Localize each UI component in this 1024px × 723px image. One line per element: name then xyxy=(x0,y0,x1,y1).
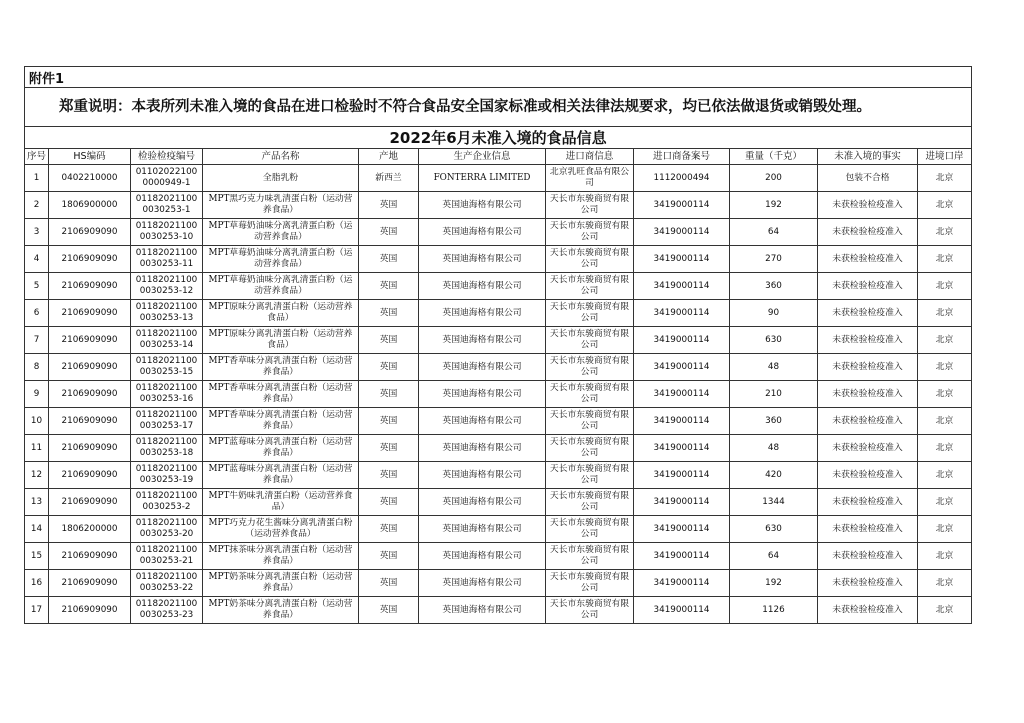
producer-info: 英国迪海格有限公司 xyxy=(419,381,546,408)
importer-record-number: 3419000114 xyxy=(634,489,730,516)
rejection-reason: 未获检验检疫准入 xyxy=(818,192,918,219)
importer-info: 天长市东骏商贸有限公司 xyxy=(546,381,634,408)
importer-info: 天长市东骏商贸有限公司 xyxy=(546,408,634,435)
table-row xyxy=(25,165,972,192)
origin-country: 英国 xyxy=(359,597,419,624)
table-row xyxy=(25,543,972,570)
hs-code: 2106909090 xyxy=(49,246,131,273)
producer-info: 英国迪海格有限公司 xyxy=(419,462,546,489)
column-header: 进口商信息 xyxy=(546,149,634,165)
rejection-reason: 未获检验检疫准入 xyxy=(818,300,918,327)
row-number: 1 xyxy=(25,165,49,192)
hs-code: 2106909090 xyxy=(49,597,131,624)
entry-port: 北京 xyxy=(918,462,972,489)
origin-country: 英国 xyxy=(359,408,419,435)
product-name: MPT原味分离乳清蛋白粉（运动营养食品） xyxy=(203,300,359,327)
importer-info: 天长市东骏商贸有限公司 xyxy=(546,489,634,516)
hs-code: 1806900000 xyxy=(49,192,131,219)
column-header: 序号 xyxy=(25,149,49,165)
entry-port: 北京 xyxy=(918,543,972,570)
inspection-number: 011820211000030253-20 xyxy=(131,516,203,543)
producer-info: 英国迪海格有限公司 xyxy=(419,435,546,462)
origin-country: 英国 xyxy=(359,462,419,489)
entry-port: 北京 xyxy=(918,165,972,192)
product-name: MPT香草味分离乳清蛋白粉（运动营养食品） xyxy=(203,381,359,408)
product-name: MPT草莓奶油味分离乳清蛋白粉（运动营养食品） xyxy=(203,273,359,300)
hs-code: 2106909090 xyxy=(49,381,131,408)
origin-country: 英国 xyxy=(359,192,419,219)
rejection-reason: 未获检验检疫准入 xyxy=(818,219,918,246)
table-row xyxy=(25,192,972,219)
weight-kg: 630 xyxy=(730,327,818,354)
inspection-number: 011820211000030253-18 xyxy=(131,435,203,462)
producer-info: 英国迪海格有限公司 xyxy=(419,354,546,381)
product-name: MPT抹茶味分离乳清蛋白粉（运动营养食品） xyxy=(203,543,359,570)
hs-code: 2106909090 xyxy=(49,408,131,435)
row-number: 15 xyxy=(25,543,49,570)
row-number: 16 xyxy=(25,570,49,597)
rejection-reason: 未获检验检疫准入 xyxy=(818,543,918,570)
table-row xyxy=(25,300,972,327)
importer-info: 天长市东骏商贸有限公司 xyxy=(546,354,634,381)
rejection-reason: 未获检验检疫准入 xyxy=(818,462,918,489)
importer-record-number: 3419000114 xyxy=(634,273,730,300)
origin-country: 英国 xyxy=(359,300,419,327)
importer-record-number: 3419000114 xyxy=(634,192,730,219)
weight-kg: 360 xyxy=(730,408,818,435)
row-number: 12 xyxy=(25,462,49,489)
column-header: 产地 xyxy=(359,149,419,165)
weight-kg: 90 xyxy=(730,300,818,327)
product-name: MPT牛奶味乳清蛋白粉（运动营养食品） xyxy=(203,489,359,516)
table-row xyxy=(25,246,972,273)
rejection-reason: 未获检验检疫准入 xyxy=(818,273,918,300)
product-name: MPT草莓奶油味分离乳清蛋白粉（运动营养食品） xyxy=(203,219,359,246)
producer-info: 英国迪海格有限公司 xyxy=(419,516,546,543)
inspection-number: 011020221000000949-1 xyxy=(131,165,203,192)
rejection-reason: 未获检验检疫准入 xyxy=(818,408,918,435)
hs-code: 2106909090 xyxy=(49,570,131,597)
entry-port: 北京 xyxy=(918,219,972,246)
producer-info: 英国迪海格有限公司 xyxy=(419,597,546,624)
importer-record-number: 1112000494 xyxy=(634,165,730,192)
column-header: HS编码 xyxy=(49,149,131,165)
rejection-reason: 未获检验检疫准入 xyxy=(818,354,918,381)
table-row xyxy=(25,381,972,408)
origin-country: 英国 xyxy=(359,543,419,570)
importer-record-number: 3419000114 xyxy=(634,327,730,354)
entry-port: 北京 xyxy=(918,327,972,354)
hs-code: 2106909090 xyxy=(49,489,131,516)
hs-code: 0402210000 xyxy=(49,165,131,192)
column-header: 检验检疫编号 xyxy=(131,149,203,165)
importer-info: 天长市东骏商贸有限公司 xyxy=(546,192,634,219)
column-header: 未准入境的事实 xyxy=(818,149,918,165)
producer-info: 英国迪海格有限公司 xyxy=(419,246,546,273)
origin-country: 英国 xyxy=(359,381,419,408)
weight-kg: 48 xyxy=(730,435,818,462)
origin-country: 英国 xyxy=(359,489,419,516)
importer-info: 天长市东骏商贸有限公司 xyxy=(546,327,634,354)
table-title: 2022年6月未准入境的食品信息 xyxy=(25,127,972,149)
inspection-number: 011820211000030253-22 xyxy=(131,570,203,597)
importer-record-number: 3419000114 xyxy=(634,381,730,408)
weight-kg: 192 xyxy=(730,192,818,219)
importer-info: 天长市东骏商贸有限公司 xyxy=(546,597,634,624)
origin-country: 英国 xyxy=(359,246,419,273)
table-row xyxy=(25,489,972,516)
origin-country: 英国 xyxy=(359,327,419,354)
importer-info: 天长市东骏商贸有限公司 xyxy=(546,570,634,597)
inspection-number: 011820211000030253-10 xyxy=(131,219,203,246)
column-header: 进境口岸 xyxy=(918,149,972,165)
hs-code: 1806200000 xyxy=(49,516,131,543)
entry-port: 北京 xyxy=(918,489,972,516)
origin-country: 英国 xyxy=(359,570,419,597)
row-number: 5 xyxy=(25,273,49,300)
table-row xyxy=(25,435,972,462)
product-name: 全脂乳粉 xyxy=(203,165,359,192)
row-number: 4 xyxy=(25,246,49,273)
hs-code: 2106909090 xyxy=(49,435,131,462)
hs-code: 2106909090 xyxy=(49,219,131,246)
rejection-reason: 未获检验检疫准入 xyxy=(818,381,918,408)
importer-info: 天长市东骏商贸有限公司 xyxy=(546,435,634,462)
weight-kg: 64 xyxy=(730,543,818,570)
entry-port: 北京 xyxy=(918,246,972,273)
hs-code: 2106909090 xyxy=(49,462,131,489)
importer-record-number: 3419000114 xyxy=(634,219,730,246)
importer-info: 天长市东骏商贸有限公司 xyxy=(546,516,634,543)
rejection-reason: 未获检验检疫准入 xyxy=(818,435,918,462)
weight-kg: 48 xyxy=(730,354,818,381)
row-number: 17 xyxy=(25,597,49,624)
importer-record-number: 3419000114 xyxy=(634,408,730,435)
weight-kg: 360 xyxy=(730,273,818,300)
origin-country: 英国 xyxy=(359,354,419,381)
inspection-number: 011820211000030253-13 xyxy=(131,300,203,327)
product-name: MPT蓝莓味分离乳清蛋白粉（运动营养食品） xyxy=(203,462,359,489)
entry-port: 北京 xyxy=(918,192,972,219)
rejection-reason: 未获检验检疫准入 xyxy=(818,597,918,624)
product-name: MPT奶茶味分离乳清蛋白粉（运动营养食品） xyxy=(203,597,359,624)
origin-country: 英国 xyxy=(359,516,419,543)
importer-record-number: 3419000114 xyxy=(634,300,730,327)
hs-code: 2106909090 xyxy=(49,327,131,354)
table-row xyxy=(25,327,972,354)
producer-info: 英国迪海格有限公司 xyxy=(419,192,546,219)
document-page xyxy=(24,66,971,624)
inspection-number: 011820211000030253-21 xyxy=(131,543,203,570)
hs-code: 2106909090 xyxy=(49,300,131,327)
rejection-reason: 未获检验检疫准入 xyxy=(818,246,918,273)
origin-country: 英国 xyxy=(359,219,419,246)
importer-record-number: 3419000114 xyxy=(634,462,730,489)
rejection-reason: 未获检验检疫准入 xyxy=(818,327,918,354)
row-number: 6 xyxy=(25,300,49,327)
entry-port: 北京 xyxy=(918,381,972,408)
row-number: 11 xyxy=(25,435,49,462)
weight-kg: 630 xyxy=(730,516,818,543)
attachment-label: 附件1 xyxy=(25,67,972,88)
importer-record-number: 3419000114 xyxy=(634,354,730,381)
weight-kg: 64 xyxy=(730,219,818,246)
table-row xyxy=(25,273,972,300)
weight-kg: 192 xyxy=(730,570,818,597)
row-number: 3 xyxy=(25,219,49,246)
header-row xyxy=(25,149,972,165)
entry-port: 北京 xyxy=(918,570,972,597)
entry-port: 北京 xyxy=(918,597,972,624)
inspection-number: 011820211000030253-15 xyxy=(131,354,203,381)
table-row xyxy=(25,462,972,489)
rejection-reason: 包装不合格 xyxy=(818,165,918,192)
importer-info: 北京乳旺食品有限公司 xyxy=(546,165,634,192)
origin-country: 新西兰 xyxy=(359,165,419,192)
origin-country: 英国 xyxy=(359,435,419,462)
row-number: 13 xyxy=(25,489,49,516)
inspection-number: 011820211000030253-14 xyxy=(131,327,203,354)
weight-kg: 420 xyxy=(730,462,818,489)
producer-info: 英国迪海格有限公司 xyxy=(419,273,546,300)
entry-port: 北京 xyxy=(918,516,972,543)
column-header: 产品名称 xyxy=(203,149,359,165)
entry-port: 北京 xyxy=(918,354,972,381)
producer-info: 英国迪海格有限公司 xyxy=(419,489,546,516)
table-body xyxy=(25,165,972,624)
producer-info: 英国迪海格有限公司 xyxy=(419,570,546,597)
importer-record-number: 3419000114 xyxy=(634,570,730,597)
producer-info: 英国迪海格有限公司 xyxy=(419,300,546,327)
column-header: 生产企业信息 xyxy=(419,149,546,165)
inspection-number: 011820211000030253-16 xyxy=(131,381,203,408)
producer-info: 英国迪海格有限公司 xyxy=(419,543,546,570)
importer-info: 天长市东骏商贸有限公司 xyxy=(546,219,634,246)
product-name: MPT香草味分离乳清蛋白粉（运动营养食品） xyxy=(203,408,359,435)
row-number: 7 xyxy=(25,327,49,354)
importer-info: 天长市东骏商贸有限公司 xyxy=(546,273,634,300)
weight-kg: 210 xyxy=(730,381,818,408)
importer-record-number: 3419000114 xyxy=(634,543,730,570)
inspection-number: 011820211000030253-19 xyxy=(131,462,203,489)
producer-info: 英国迪海格有限公司 xyxy=(419,408,546,435)
weight-kg: 270 xyxy=(730,246,818,273)
hs-code: 2106909090 xyxy=(49,273,131,300)
product-name: MPT香草味分离乳清蛋白粉（运动营养食品） xyxy=(203,354,359,381)
table-row xyxy=(25,354,972,381)
hs-code: 2106909090 xyxy=(49,354,131,381)
weight-kg: 1126 xyxy=(730,597,818,624)
row-number: 10 xyxy=(25,408,49,435)
row-number: 2 xyxy=(25,192,49,219)
producer-info: FONTERRA LIMITED xyxy=(419,165,546,192)
inspection-number: 011820211000030253-12 xyxy=(131,273,203,300)
row-number: 9 xyxy=(25,381,49,408)
entry-port: 北京 xyxy=(918,408,972,435)
product-name: MPT草莓奶油味分离乳清蛋白粉（运动营养食品） xyxy=(203,246,359,273)
entry-port: 北京 xyxy=(918,273,972,300)
column-header: 重量（千克） xyxy=(730,149,818,165)
inspection-number: 011820211000030253-2 xyxy=(131,489,203,516)
importer-info: 天长市东骏商贸有限公司 xyxy=(546,246,634,273)
inspection-number: 011820211000030253-11 xyxy=(131,246,203,273)
inspection-number: 011820211000030253-23 xyxy=(131,597,203,624)
importer-record-number: 3419000114 xyxy=(634,246,730,273)
product-name: MPT黑巧克力味乳清蛋白粉（运动营养食品） xyxy=(203,192,359,219)
importer-info: 天长市东骏商贸有限公司 xyxy=(546,462,634,489)
table-row xyxy=(25,597,972,624)
product-name: MPT巧克力花生酱味分离乳清蛋白粉（运动营养食品） xyxy=(203,516,359,543)
product-name: MPT蓝莓味分离乳清蛋白粉（运动营养食品） xyxy=(203,435,359,462)
importer-record-number: 3419000114 xyxy=(634,516,730,543)
hs-code: 2106909090 xyxy=(49,543,131,570)
importer-record-number: 3419000114 xyxy=(634,435,730,462)
rejection-reason: 未获检验检疫准入 xyxy=(818,516,918,543)
table-row xyxy=(25,408,972,435)
row-number: 8 xyxy=(25,354,49,381)
producer-info: 英国迪海格有限公司 xyxy=(419,219,546,246)
rejection-reason: 未获检验检疫准入 xyxy=(818,489,918,516)
importer-record-number: 3419000114 xyxy=(634,597,730,624)
table-row xyxy=(25,516,972,543)
table-row xyxy=(25,570,972,597)
inspection-number: 011820211000030253-1 xyxy=(131,192,203,219)
weight-kg: 200 xyxy=(730,165,818,192)
product-name: MPT原味分离乳清蛋白粉（运动营养食品） xyxy=(203,327,359,354)
inspection-number: 011820211000030253-17 xyxy=(131,408,203,435)
disclaimer-note xyxy=(25,88,972,127)
importer-info: 天长市东骏商贸有限公司 xyxy=(546,300,634,327)
origin-country: 英国 xyxy=(359,273,419,300)
product-name: MPT奶茶味分离乳清蛋白粉（运动营养食品） xyxy=(203,570,359,597)
column-header: 进口商备案号 xyxy=(634,149,730,165)
producer-info: 英国迪海格有限公司 xyxy=(419,327,546,354)
food-info-table xyxy=(24,66,972,624)
importer-info: 天长市东骏商贸有限公司 xyxy=(546,543,634,570)
row-number: 14 xyxy=(25,516,49,543)
entry-port: 北京 xyxy=(918,435,972,462)
weight-kg: 1344 xyxy=(730,489,818,516)
disclaimer-text: 郑重说明：本表所列未准入境的食品在进口检验时不符合食品安全国家标准或相关法律法规要求，均已依法做退货或销毁处理。 xyxy=(59,98,871,115)
table-row xyxy=(25,219,972,246)
rejection-reason: 未获检验检疫准入 xyxy=(818,570,918,597)
entry-port: 北京 xyxy=(918,300,972,327)
